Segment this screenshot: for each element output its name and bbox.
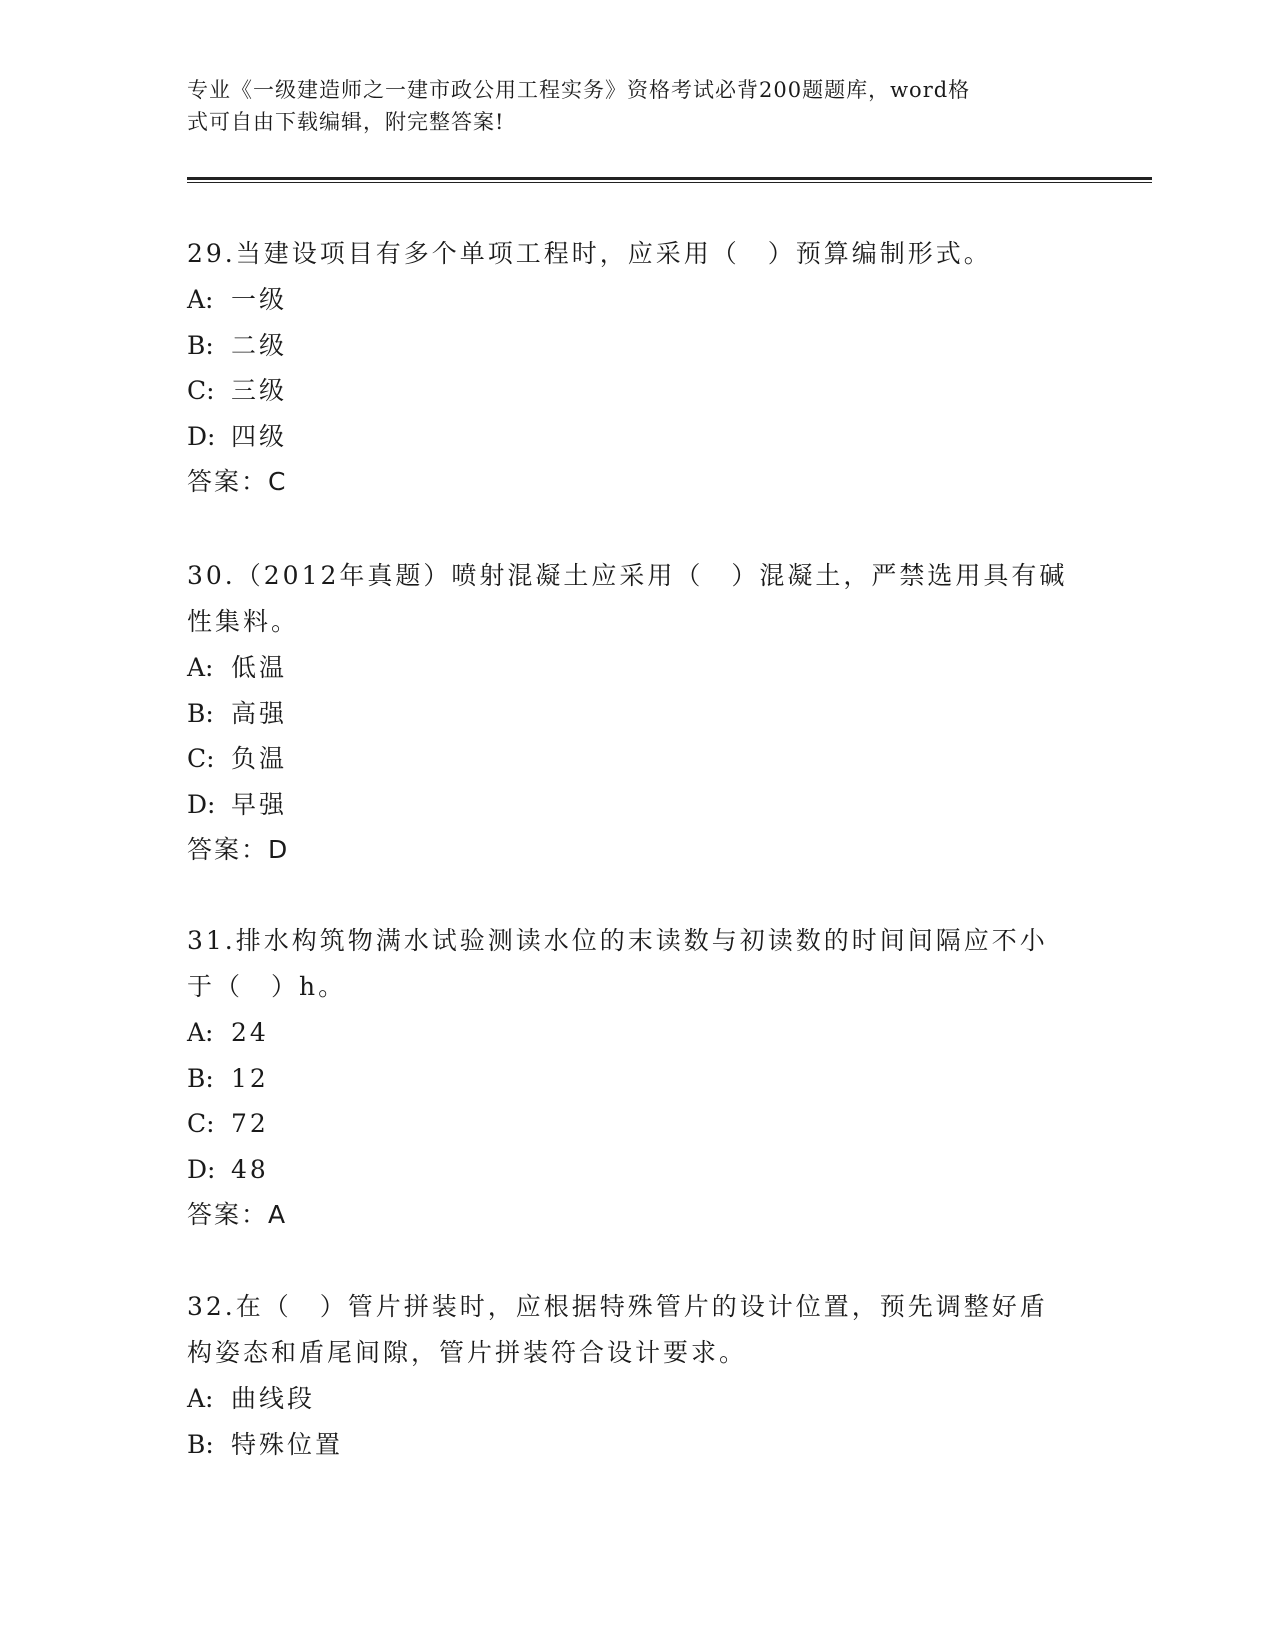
option-text: 24 [231, 1018, 269, 1047]
option-b [187, 323, 1087, 369]
question-stem-line-2: 性集料。 [187, 607, 300, 636]
option-text: 四级 [231, 421, 288, 451]
question-stem-line-2: 于（ ）h。 [187, 972, 347, 1001]
option-a [187, 1376, 1087, 1422]
answer-line: 答案：A [187, 1200, 288, 1229]
option-d [187, 1147, 1087, 1193]
question-stem-line-2: 构姿态和盾尾间隙，管片拼装符合设计要求。 [187, 1338, 748, 1367]
question-stem-line-1: 31.排水构筑物满水试验测读水位的末读数与初读数的时间间隔应不小 [187, 926, 1048, 955]
option-d [187, 782, 1087, 828]
answer-line: 答案：D [187, 835, 290, 864]
option-text: 低温 [231, 653, 288, 682]
option-letter: B: [187, 1063, 214, 1093]
option-letter: C: [187, 1109, 215, 1138]
option-letter: A: [187, 1018, 214, 1047]
document-header [187, 74, 1067, 138]
option-c [187, 1101, 1087, 1147]
header-line-1: 专业《一级建造师之一建市政公用工程实务》资格考试必背200题题库，word格 [187, 78, 971, 102]
option-text: 12 [231, 1063, 269, 1093]
question-stem-line-1: 30.（2012年真题）喷射混凝土应采用（ ）混凝土，严禁选用具有碱 [187, 561, 1068, 590]
header-divider-thick [187, 177, 1152, 180]
header-divider-thin [187, 182, 1152, 183]
question-stem-line-1: 32.在（ ）管片拼装时，应根据特殊管片的设计位置，预先调整好盾 [187, 1292, 1048, 1321]
question-30 [187, 553, 1087, 872]
option-text: 一级 [231, 285, 288, 314]
option-letter: D: [187, 421, 216, 451]
option-letter: A: [187, 1384, 214, 1413]
option-letter: B: [187, 698, 214, 728]
option-b [187, 1056, 1087, 1102]
option-letter: C: [187, 376, 215, 405]
option-text: 曲线段 [231, 1384, 316, 1413]
option-letter: B: [187, 330, 214, 360]
option-a [187, 645, 1087, 691]
option-letter: C: [187, 744, 215, 773]
header-line-2: 式可自由下载编辑，附完整答案! [187, 110, 505, 134]
option-a [187, 277, 1087, 323]
question-31 [187, 918, 1087, 1237]
option-letter: D: [187, 1154, 216, 1184]
answer-line: 答案：C [187, 467, 288, 496]
option-text: 高强 [231, 698, 288, 728]
option-text: 早强 [231, 789, 288, 819]
option-letter: D: [187, 789, 216, 819]
option-text: 二级 [231, 330, 288, 360]
option-text: 72 [231, 1109, 269, 1138]
option-c [187, 736, 1087, 782]
option-b [187, 1422, 1087, 1468]
option-a [187, 1010, 1087, 1056]
option-letter: B: [187, 1429, 214, 1459]
option-letter: A: [187, 285, 214, 314]
option-c [187, 368, 1087, 414]
question-stem: 29.当建设项目有多个单项工程时，应采用（ ）预算编制形式。 [187, 239, 992, 268]
option-b [187, 691, 1087, 737]
option-text: 三级 [231, 376, 288, 405]
option-letter: A: [187, 653, 214, 682]
option-d [187, 414, 1087, 460]
question-32 [187, 1284, 1087, 1467]
option-text: 特殊位置 [231, 1429, 344, 1459]
question-29 [187, 231, 1087, 504]
option-text: 48 [231, 1154, 269, 1184]
option-text: 负温 [231, 744, 288, 773]
